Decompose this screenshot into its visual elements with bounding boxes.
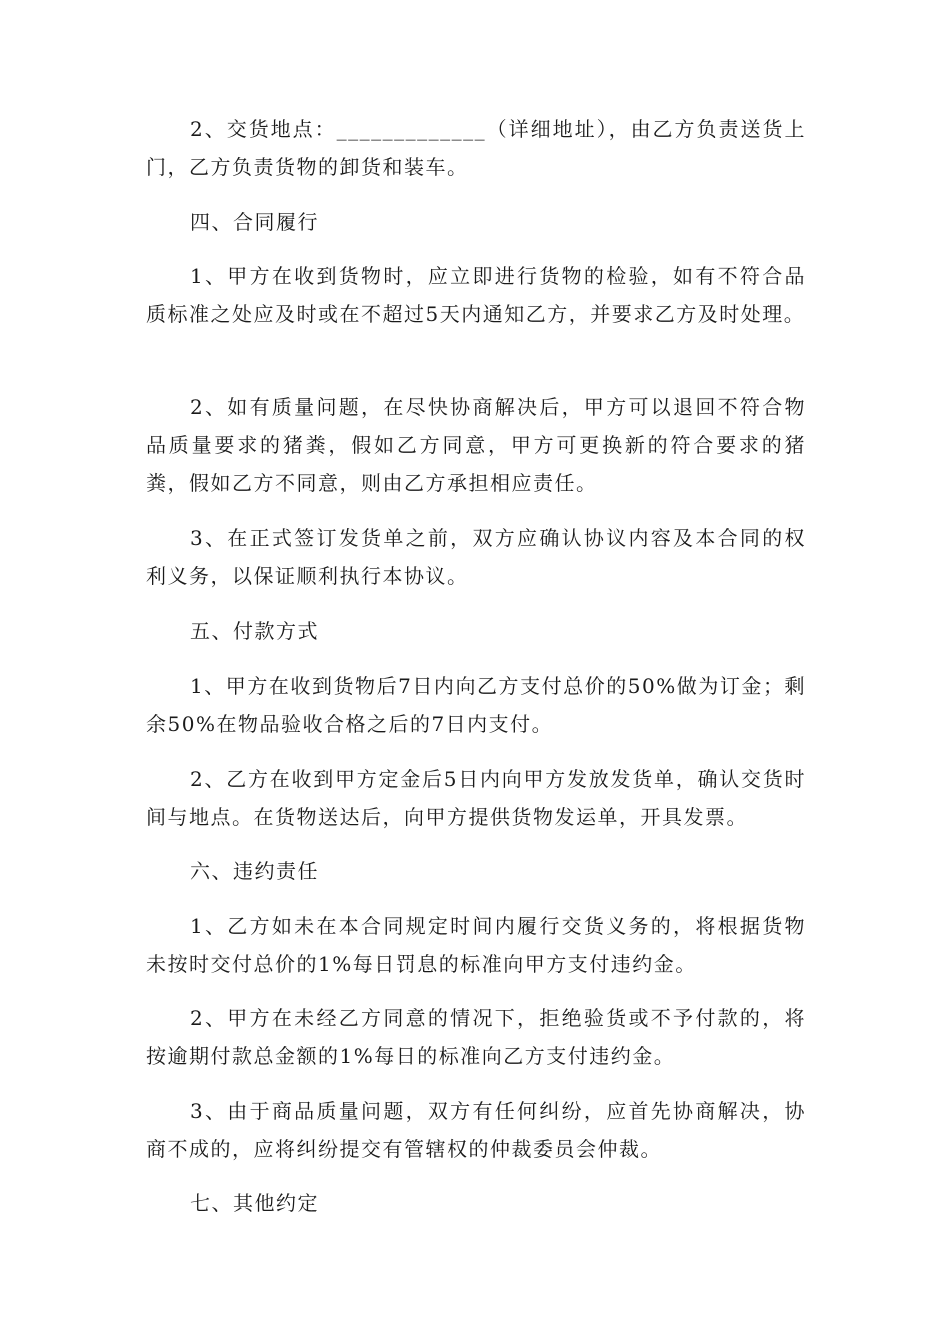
liability-clause-1: 1、乙方如未在本合同规定时间内履行交货义务的，将根据货物未按时交付总价的1%每日罚息的标准向甲方支付违约金。	[146, 914, 806, 976]
delivery-location-paragraph: 2、交货地点：_____________（详细地址），由乙方负责送货上门，乙方负责货物的卸货和装车。	[146, 117, 806, 179]
section-heading-other: 七、其他约定	[190, 1191, 319, 1215]
payment-clause-2: 2、乙方在收到甲方定金后5日内向甲方发放发货单，确认交货时间与地点。在货物送达后，向甲方提供货物发运单，开具发票。	[146, 767, 806, 829]
section-heading-performance: 四、合同履行	[190, 210, 319, 234]
payment-clause-1: 1、甲方在收到货物后7日内向乙方支付总价的50%做为订金；剩余50%在物品验收合格之后的7日内支付。	[146, 674, 806, 736]
section-heading-liability: 六、违约责任	[190, 859, 319, 883]
performance-clause-1: 1、甲方在收到货物时，应立即进行货物的检验，如有不符合品质标准之处应及时或在不超过5天内通知乙方，并要求乙方及时处理。	[146, 264, 806, 326]
liability-clause-3: 3、由于商品质量问题，双方有任何纠纷，应首先协商解决，协商不成的，应将纠纷提交有管辖权的仲裁委员会仲裁。	[146, 1099, 806, 1161]
performance-clause-3: 3、在正式签订发货单之前，双方应确认协议内容及本合同的权利义务，以保证顺利执行本协议。	[146, 526, 806, 588]
liability-clause-2: 2、甲方在未经乙方同意的情况下，拒绝验货或不予付款的，将按逾期付款总金额的1%每日的标准向乙方支付违约金。	[146, 1006, 806, 1068]
section-heading-payment: 五、付款方式	[190, 619, 319, 643]
performance-clause-2: 2、如有质量问题，在尽快协商解决后，甲方可以退回不符合物品质量要求的猪粪，假如乙方同意，甲方可更换新的符合要求的猪粪，假如乙方不同意，则由乙方承担相应责任。	[146, 395, 806, 495]
